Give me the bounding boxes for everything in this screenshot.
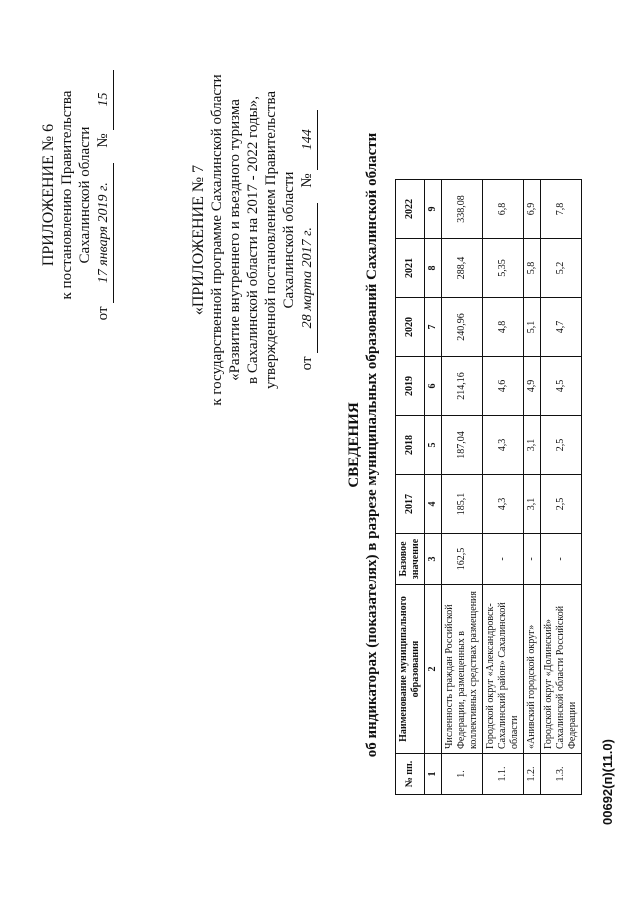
table-cell: 338,08: [442, 180, 483, 239]
column-number-cell: 6: [425, 357, 442, 416]
appendix-7-date-line: [298, 45, 318, 435]
table-cell: -: [483, 534, 524, 585]
appendix-6-block: [40, 45, 114, 345]
table-column-number-row: [425, 180, 442, 795]
table-row: [524, 180, 541, 795]
appendix-7-line2: «Развитие внутреннего и въездного туризма: [227, 99, 243, 381]
table-cell: 4,7: [541, 298, 582, 357]
table-cell: 4,6: [483, 357, 524, 416]
header-cell: 2018: [396, 416, 425, 475]
column-number-cell: 5: [425, 416, 442, 475]
column-number-cell: 8: [425, 239, 442, 298]
table-cell: 7,8: [541, 180, 582, 239]
appendix-6-date: 17 января 2019 г.: [95, 163, 114, 303]
table-cell: 5,35: [483, 239, 524, 298]
column-number-cell: 4: [425, 475, 442, 534]
table-cell: 288,4: [442, 239, 483, 298]
appendix-7-num-prefix: №: [299, 173, 315, 188]
table-cell: 5,8: [524, 239, 541, 298]
appendix-6-line2: Сахалинской области: [77, 126, 93, 264]
table-cell: 2,5: [541, 416, 582, 475]
table-cell: 162,5: [442, 534, 483, 585]
header-cell: 2021: [396, 239, 425, 298]
appendix-7-number: 144: [299, 110, 318, 170]
header-cell: 2017: [396, 475, 425, 534]
header-cell: № пп.: [396, 754, 425, 795]
table-cell: -: [524, 534, 541, 585]
document-title: [345, 115, 381, 775]
table-cell: 3,1: [524, 475, 541, 534]
column-number-cell: 2: [425, 585, 442, 754]
appendix-7-date: 28 марта 2017 г.: [299, 203, 318, 353]
column-number-cell: 7: [425, 298, 442, 357]
table-cell: 3,1: [524, 416, 541, 475]
document-title-line2: об индикаторах (показателях) в разрезе муниципальных образований Сахалинской области: [364, 132, 380, 758]
table-row: [483, 180, 524, 795]
table-cell: 4,9: [524, 357, 541, 416]
header-cell: 2022: [396, 180, 425, 239]
table-cell: 6,8: [483, 180, 524, 239]
table-cell: 214,16: [442, 357, 483, 416]
appendix-7-block: [190, 45, 318, 435]
appendix-7-date-prefix: от: [299, 356, 315, 371]
table-cell: 1.2.: [524, 754, 541, 795]
table-cell: Численность граждан Российской Федерации, размещенных в коллективных средствах размещения: [442, 585, 483, 754]
table-cell: 5,2: [541, 239, 582, 298]
table-cell: 185,1: [442, 475, 483, 534]
footer-code: 00692(п)(11.0): [600, 739, 615, 825]
table-header-row: [396, 180, 425, 795]
table-cell: 4,8: [483, 298, 524, 357]
header-cell: 2020: [396, 298, 425, 357]
appendix-6-line1: к постановлению Правительства: [59, 90, 75, 300]
table-cell: 1.1.: [483, 754, 524, 795]
table-cell: 240,96: [442, 298, 483, 357]
table-cell: 1.3.: [541, 754, 582, 795]
appendix-7-title: «ПРИЛОЖЕНИЕ № 7: [190, 164, 207, 316]
table-cell: «Анивский городской округ»: [524, 585, 541, 754]
appendix-6-number: 15: [95, 70, 114, 130]
indicators-table: [395, 179, 582, 795]
table-cell: 187,04: [442, 416, 483, 475]
table-cell: 4,5: [541, 357, 582, 416]
table-cell: 5,1: [524, 298, 541, 357]
column-number-cell: 1: [425, 754, 442, 795]
table-cell: Городской округ «Долинский» Сахалинской области Российской Федерации: [541, 585, 582, 754]
appendix-7-line4: утвержденной постановлением Правительства: [263, 90, 279, 390]
table-cell: 1.: [442, 754, 483, 795]
column-number-cell: 3: [425, 534, 442, 585]
table-cell: 2,5: [541, 475, 582, 534]
appendix-6-title: ПРИЛОЖЕНИЕ № 6: [40, 123, 57, 267]
appendix-7-line3: в Сахалинской области на 2017 - 2022 годы»,: [245, 96, 261, 384]
appendix-6-date-prefix: от: [95, 306, 111, 321]
header-cell: Наименование муниципального образования: [396, 585, 425, 754]
header-cell: 2019: [396, 357, 425, 416]
appendix-7-line5: Сахалинской области: [281, 171, 297, 309]
table-cell: 4,3: [483, 416, 524, 475]
header-cell: Базовое значение: [396, 534, 425, 585]
table-cell: Городской округ «Александровск-Сахалинский район» Сахалинской области: [483, 585, 524, 754]
table-cell: 4,3: [483, 475, 524, 534]
table-cell: 6,9: [524, 180, 541, 239]
table-cell: -: [541, 534, 582, 585]
appendix-6-num-prefix: №: [95, 133, 111, 148]
table-row: [442, 180, 483, 795]
column-number-cell: 9: [425, 180, 442, 239]
appendix-7-line1: к государственной программе Сахалинской области: [209, 74, 225, 406]
appendix-6-date-line: [94, 45, 114, 345]
document-title-line1: СВЕДЕНИЯ: [346, 402, 362, 488]
table-row: [541, 180, 582, 795]
